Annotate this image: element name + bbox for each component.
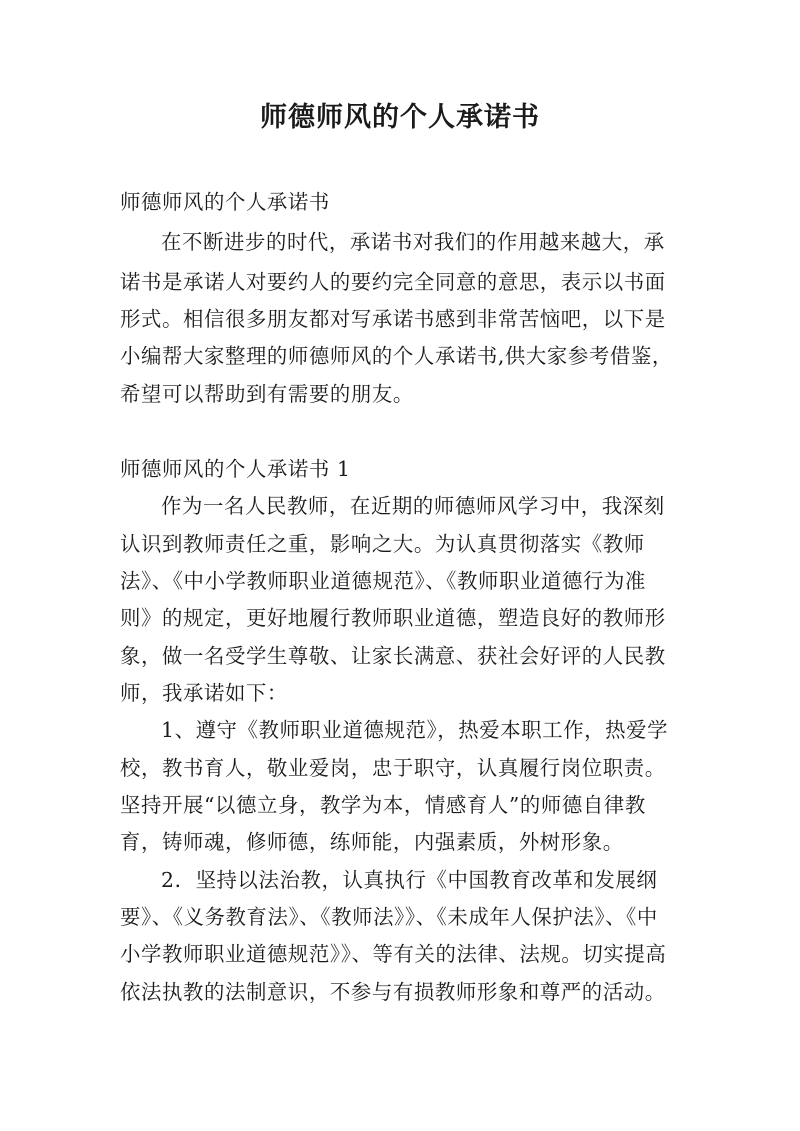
section-line: 象，做一名受学生尊敬、让家长满意、获社会好评的人民教 [120,644,666,668]
commitment-item-line: 校，教书育人，敬业爱岗，忠于职守，认真履行岗位职责。 [120,756,666,780]
commitment-item-line: 小学教师职业道德规范》》、等有关的法律、法规。切实提高 [120,942,667,966]
intro-line: 小编帮大家整理的师德师风的个人承诺书,供大家参考借鉴， [120,344,673,368]
section-line: 法》、《中小学教师职业道德规范》、《教师职业道德行为准 [120,569,646,593]
section-line: 师，我承诺如下： [120,681,288,705]
section-line: 认识到教师责任之重，影响之大。为认真贯彻落实《教师 [120,532,645,556]
document-subtitle: 师德师风的个人承诺书 [120,190,330,214]
intro-line: 希望可以帮助到有需要的朋友。 [120,382,414,406]
section-line: 作为一名人民教师，在近期的师德师风学习中，我深刻 [161,494,665,518]
section-heading: 师德师风的个人承诺书 1 [120,457,351,481]
intro-line: 诺书是承诺人对要约人的要约完全同意的意思，表示以书面 [120,270,666,294]
commitment-item-line: 2．坚持以法治教，认真执行《中国教育改革和发展纲 [161,868,658,892]
commitment-item-line: 依法执教的法制意识，不参与有损教师形象和尊严的活动。 [120,980,666,1004]
commitment-item-line: 坚持开展“以德立身，教学为本，情感育人”的师德自律教 [120,793,646,817]
commitment-item-line: 育，铸师魂，修师德，练师能，内强素质，外树形象。 [120,830,624,854]
intro-line: 形式。相信很多朋友都对写承诺书感到非常苦恼吧，以下是 [120,307,666,331]
intro-line: 在不断进步的时代，承诺书对我们的作用越来越大，承 [161,230,665,254]
commitment-item-line: 要》、《义务教育法》、《教师法》》、《未成年人保护法》、《中 [120,905,658,929]
document-title: 师德师风的个人承诺书 [260,102,540,133]
section-line: 则》的规定，更好地履行教师职业道德，塑造良好的教师形 [120,606,666,630]
commitment-item-line: 1、遵守《教师职业道德规范》，热爱本职工作，热爱学 [161,718,669,742]
